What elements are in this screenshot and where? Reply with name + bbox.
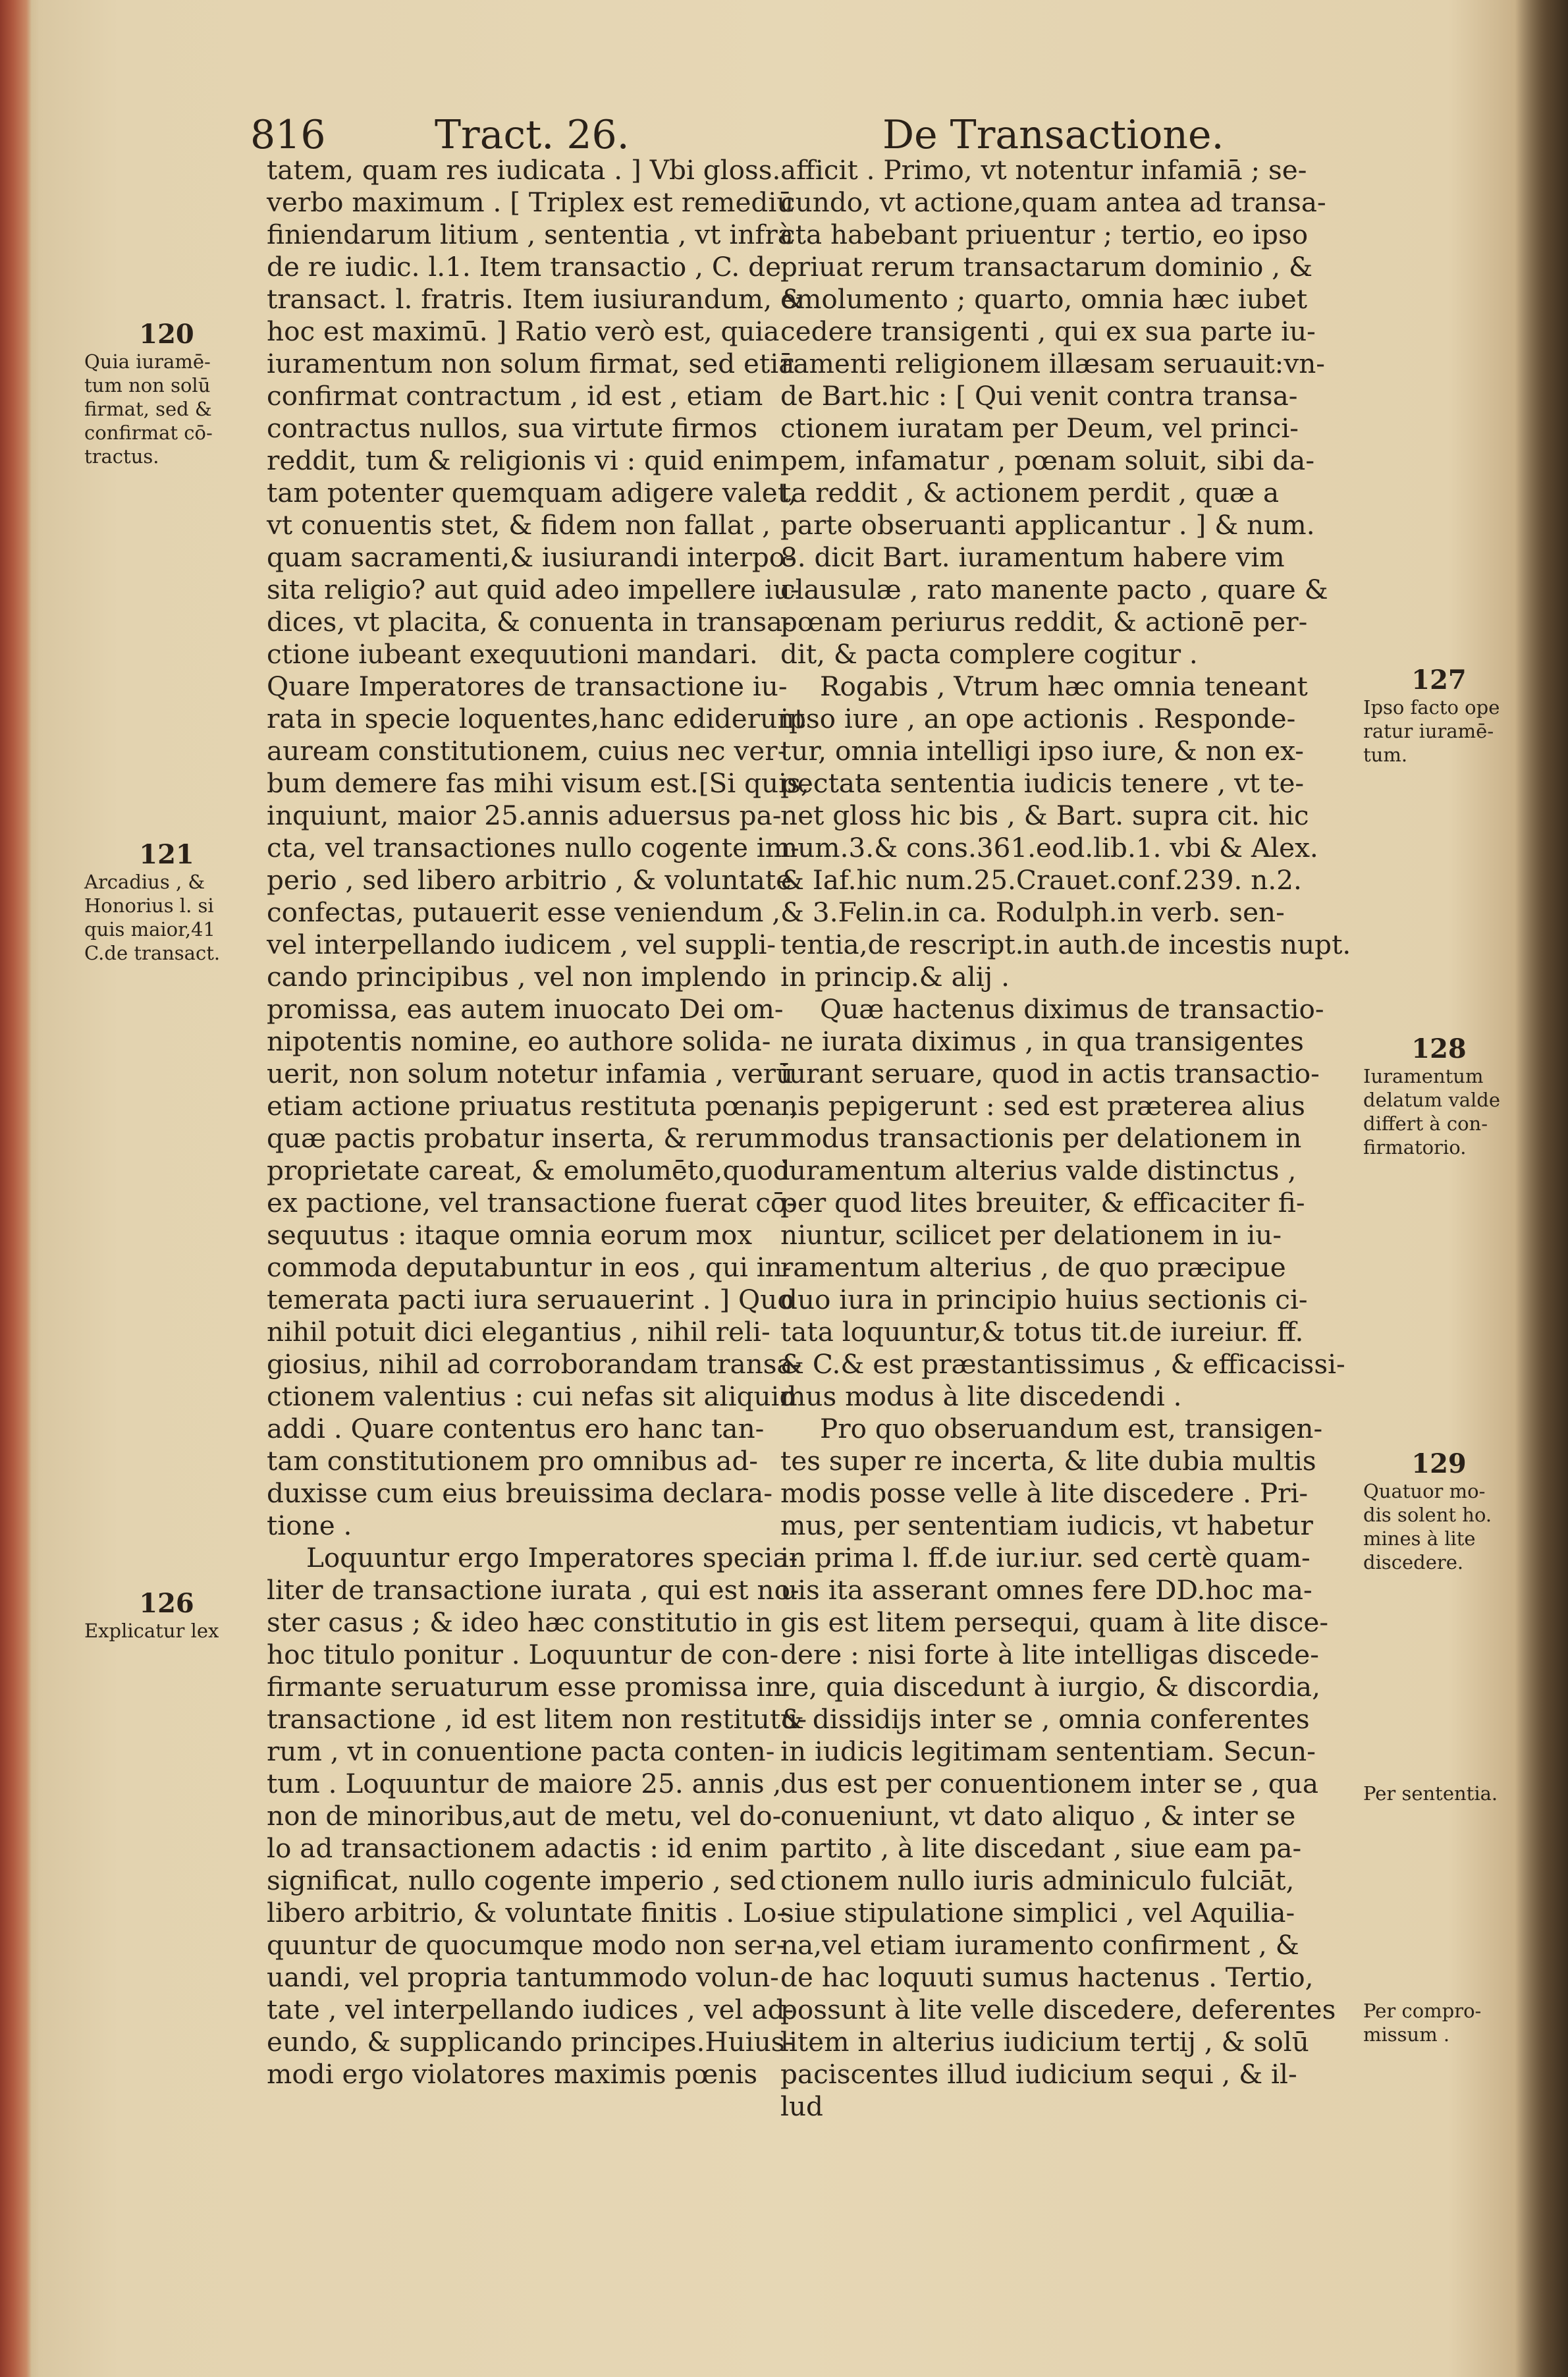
text-line: bum demere fas mihi visum est.[Si quis, [267,767,809,799]
margin-note-127 [1363,665,1515,767]
text-line: tione . [267,1510,352,1541]
text-line: quæ pactis probatur inserta, & rerum [267,1122,780,1154]
text-line: re, quia discedunt à iurgio, & discordia, [780,1671,1320,1703]
margin-note-line: C.de transact. [84,942,221,964]
text-line: iuramentum alterius valde distinctus , [780,1155,1297,1186]
text-line: priuat rerum transactarum dominio , & [780,251,1313,283]
margin-note-number: 129 [1411,1448,1467,1479]
text-line: cta habebant priuentur ; tertio, eo ipso [780,219,1309,250]
text-line: proprietate careat, & emolumēto,quod [267,1155,790,1186]
margin-note-121 [84,840,249,965]
text-line: ctione iubeant exequutioni mandari. [267,638,758,670]
text-line: non de minoribus,aut de metu, vel do- [267,1800,782,1832]
text-line: na,vel etiam iuramento confirment , & [780,1929,1299,1961]
text-line: Pro quo obseruandum est, transigen- [820,1413,1323,1444]
text-line: litem in alterius iudicium tertij , & solū [780,2026,1309,2058]
text-line: paciscentes illud iudicium sequi , & il- [780,2058,1297,2090]
margin-note-line: missum . [1363,2023,1450,2046]
text-line: rata in specie loquentes,hanc ediderunt [267,703,805,734]
text-line: modis posse velle à lite discedere . Pri- [780,1477,1309,1509]
text-line: quuntur de quocumque modo non ser- [267,1929,786,1961]
text-line: iuramentum non solum firmat, sed etiā [267,348,795,379]
text-line: tum . Loquuntur de maiore 25. annis , [267,1768,782,1799]
text-line: Quare Imperatores de transactione iu- [267,670,788,702]
text-line: nis pepigerunt : sed est præterea alius [780,1090,1305,1122]
text-line: contractus nullos, sua virtute firmos [267,412,758,444]
margin-note-number: 127 [1411,665,1467,696]
margin-note-line: Ipso facto ope [1363,696,1500,719]
margin-note-line: mines à lite [1363,1527,1476,1550]
margin-note-line: Quatuor mo- [1363,1480,1486,1502]
margin-note-line: Arcadius , & [84,871,205,893]
text-line: de hac loquuti sumus hactenus . Tertio, [780,1961,1314,1993]
text-line: lud [780,2090,823,2122]
text-line: in iudicis legitimam sententiam. Secun- [780,1735,1316,1767]
text-line: gis est litem persequi, quam à lite disce- [780,1606,1329,1638]
text-line: giosius, nihil ad corroborandam transa- [267,1348,802,1380]
book-gutter [1515,0,1568,2377]
text-line: mus, per sententiam iudicis, vt habetur [780,1510,1313,1541]
text-line: transact. l. fratris. Item iusiurandum, & [267,283,804,315]
margin-note-line: Explicatur lex [84,1620,219,1642]
text-line: auream constitutionem, cuius nec ver- [267,735,787,767]
text-line: tam constitutionem pro omnibus ad- [267,1445,758,1477]
text-line: hoc titulo ponitur . Loquuntur de con- [267,1639,779,1670]
margin-note-line: discedere. [1363,1551,1464,1573]
text-line: inquiunt, maior 25.annis aduersus pa- [267,800,782,831]
text-line: modus transactionis per delationem in [780,1122,1302,1154]
text-line: rum , vt in conuentione pacta conten- [267,1735,775,1767]
text-line: tes super re incerta, & lite dubia multis [780,1445,1316,1477]
text-line: ster casus ; & ideo hæc constitutio in [267,1606,772,1638]
margin-note-line: firmat, sed & [84,398,212,420]
text-line: iurant seruare, quod in actis transactio- [780,1058,1320,1089]
text-line: niuntur, scilicet per delationem in iu- [780,1219,1282,1251]
text-line: partito , à lite discedant , siue eam pa- [780,1832,1302,1864]
text-line: Loquuntur ergo Imperatores specia- [306,1542,798,1573]
text-line: duxisse cum eius breuissima declara- [267,1477,773,1509]
text-line: ex pactione, vel transactione fuerat cō- [267,1187,796,1218]
text-line: nihil potuit dici elegantius , nihil reli- [267,1316,770,1348]
text-line: siue stipulatione simplici , vel Aquilia- [780,1897,1295,1928]
margin-note-line: Per compro- [1363,2000,1482,2022]
text-line: lo ad transactionem adactis : id enim [267,1832,769,1864]
text-line: uandi, vel propria tantummodo volun- [267,1961,779,1993]
margin-note-line: delatum valde [1363,1089,1501,1111]
text-line: liter de transactione iurata , qui est no- [267,1574,799,1606]
text-line: ipso iure , an ope actionis . Responde- [780,703,1296,734]
text-line: cando principibus , vel non implendo [267,961,767,993]
text-line: dere : nisi forte à lite intelligas discede- [780,1639,1319,1670]
margin-note-120 [84,319,249,468]
text-line: promissa, eas autem inuocato Dei om- [267,993,784,1025]
text-line: parte obseruanti applicantur . ] & num. [780,509,1315,541]
margin-note-line: Iuramentum [1363,1065,1484,1087]
text-line: ne iurata diximus , in qua transigentes [780,1025,1304,1057]
margin-note-126 [84,1589,249,1643]
text-line: cta, vel transactiones nullo cogente im- [267,832,799,863]
text-line: verbo maximum . [ Triplex est remediū [267,186,794,218]
text-line: pectata sententia iudicis tenere , vt te- [780,767,1305,799]
text-line: libero arbitrio, & voluntate finitis . Lo- [267,1897,786,1928]
text-line: confectas, putauerit esse veniendum , [267,896,781,928]
text-line: tata loquuntur,& totus tit.de iureiur. ff. [780,1316,1304,1348]
text-line: significat, nullo cogente imperio , sed [267,1865,776,1896]
left-text-column [267,154,809,2090]
text-line: Rogabis , Vtrum hæc omnia teneant [820,670,1308,702]
text-line: reddit, tum & religionis vi : quid enim [267,445,780,476]
text-line: & Iaf.hic num.25.Crauet.conf.239. n.2. [780,864,1302,896]
margin-note-128 [1363,1034,1515,1159]
text-line: conueniunt, vt dato aliquo , & inter se [780,1800,1296,1832]
text-line: commoda deputabuntur in eos , qui in- [267,1251,792,1283]
margin-note-line: tractus. [84,445,159,468]
margin-note-line: dis solent ho. [1363,1504,1492,1526]
text-line: per quod lites breuiter, & efficaciter fi- [780,1187,1305,1218]
text-line: dit, & pacta complere cogitur . [780,638,1198,670]
margin-note-line: Per sententia. [1363,1782,1498,1805]
red-page-edge [0,0,32,2377]
right-text-column [780,154,1351,2123]
text-line: sita religio? aut quid adeo impellere iu- [267,574,799,605]
text-line: modi ergo violatores maximis pœnis [267,2058,758,2090]
text-line: dus est per conuentionem inter se , qua [780,1768,1318,1799]
text-line: afficit . Primo, vt notentur infamiā ; se- [780,154,1307,186]
text-line: ctionem nullo iuris adminiculo fulciāt, [780,1865,1295,1896]
margin-note-line: tum. [1363,744,1408,766]
text-line: ramenti religionem illæsam seruauit:vn- [780,348,1325,379]
text-line: 8. dicit Bart. iuramentum habere vim [780,541,1285,573]
section-title: De Transactione. [882,112,1224,158]
margin-note-line: ratur iuramē- [1363,720,1494,742]
text-line: net gloss hic bis , & Bart. supra cit. hic [780,800,1309,831]
text-line: possunt à lite velle discedere, deferentes [780,1994,1336,2025]
text-line: duo iura in principio huius sectionis ci- [780,1284,1308,1315]
text-line: eundo, & supplicando principes.Huius- [267,2026,794,2058]
text-line: sequutus : itaque omnia eorum mox [267,1219,753,1251]
margin-note-line: Honorius l. si [84,894,214,917]
text-line: dices, vt placita, & conuenta in transa- [267,606,792,638]
text-line: de Bart.hic : [ Qui venit contra transa- [780,380,1298,412]
margin-note-line: Quia iuramē- [84,350,211,373]
text-line: vel interpellando iudicem , vel suppli- [267,929,776,960]
text-line: etiam actione priuatus restituta pœna , [267,1090,799,1122]
text-line: transactione , id est litem non restitutu- [267,1703,807,1735]
text-line: pœnam periurus reddit, & actionē per- [780,606,1308,638]
text-line: firmante seruaturum esse promissa in [267,1671,782,1703]
margin-note-per-compromissum [1363,1999,1515,2046]
text-line: uerit, non solum notetur infamia , verū [267,1058,794,1089]
text-line: cundo, vt actione,quam antea ad transa- [780,186,1326,218]
margin-note-129 [1363,1449,1515,1574]
text-line: hoc est maximū. ] Ratio verò est, quia [267,315,780,347]
text-line: ramentum alterius , de quo præcipue [780,1251,1286,1283]
text-line: emolumento ; quarto, omnia hæc iubet [780,283,1307,315]
text-line: ctionem iuratam per Deum, vel princi- [780,412,1299,444]
text-line: perio , sed libero arbitrio , & voluntate [267,864,792,896]
margin-note-number: 126 [139,1588,194,1619]
margin-note-line: quis maior,41 [84,918,215,941]
text-line: in prima l. ff.de iur.iur. sed certè quam- [780,1542,1311,1573]
margin-note-per-sententia [1363,1782,1515,1805]
text-line: pem, infamatur , pœnam soluit, sibi da- [780,445,1315,476]
margin-note-line: differt à con- [1363,1112,1488,1135]
text-line: tam potenter quemquam adigere valet, [267,477,797,508]
margin-note-line: firmatorio. [1363,1136,1467,1159]
text-line: ctionem valentius : cui nefas sit aliquid [267,1380,797,1412]
margin-note-number: 121 [139,839,194,870]
margin-note-line: tum non solū [84,374,211,396]
tract-title: Tract. 26. [435,112,630,158]
text-line: clausulæ , rato manente pacto , quare & [780,574,1328,605]
text-line: & C.& est præstantissimus , & efficacissi- [780,1348,1345,1380]
text-line: tentia,de rescript.in auth.de incestis nupt. [780,929,1351,960]
margin-note-number: 128 [1411,1033,1467,1064]
text-line: in princip.& alij . [780,961,1010,993]
text-line: vt conuentis stet, & fidem non fallat , [267,509,770,541]
text-line: de re iudic. l.1. Item transactio , C. de [267,251,782,283]
margin-note-number: 120 [139,319,194,350]
text-line: Quæ hactenus diximus de transactio- [820,993,1324,1025]
text-line: nipotentis nomine, eo authore solida- [267,1025,771,1057]
text-line: tatem, quam res iudicata . ] Vbi gloss. [267,154,781,186]
text-line: uis ita asserant omnes fere DD.hoc ma- [780,1574,1312,1606]
text-line: cedere transigenti , qui ex sua parte iu- [780,315,1316,347]
text-line: quam sacramenti,& iusiurandi interpo- [267,541,794,573]
text-line: addi . Quare contentus ero hanc tan- [267,1413,765,1444]
text-line: ta reddit , & actionem perdit , quæ a [780,477,1280,508]
margin-note-line: confirmat cō- [84,422,213,444]
text-line: finiendarum litium , sententia , vt infrà [267,219,794,250]
text-line: & dissidijs inter se , omnia conferentes [780,1703,1310,1735]
text-line: confirmat contractum , id est , etiam [267,380,763,412]
text-line: & 3.Felin.in ca. Rodulph.in verb. sen- [780,896,1285,928]
text-line: tur, omnia intelligi ipso iure, & non ex- [780,735,1304,767]
page-number: 816 [250,112,326,158]
text-line: mus modus à lite discedendi . [780,1380,1182,1412]
text-line: tate , vel interpellando iudices , vel ad- [267,1994,794,2025]
text-line: temerata pacti iura seruauerint . ] Quo [267,1284,794,1315]
text-line: num.3.& cons.361.eod.lib.1. vbi & Alex. [780,832,1318,863]
